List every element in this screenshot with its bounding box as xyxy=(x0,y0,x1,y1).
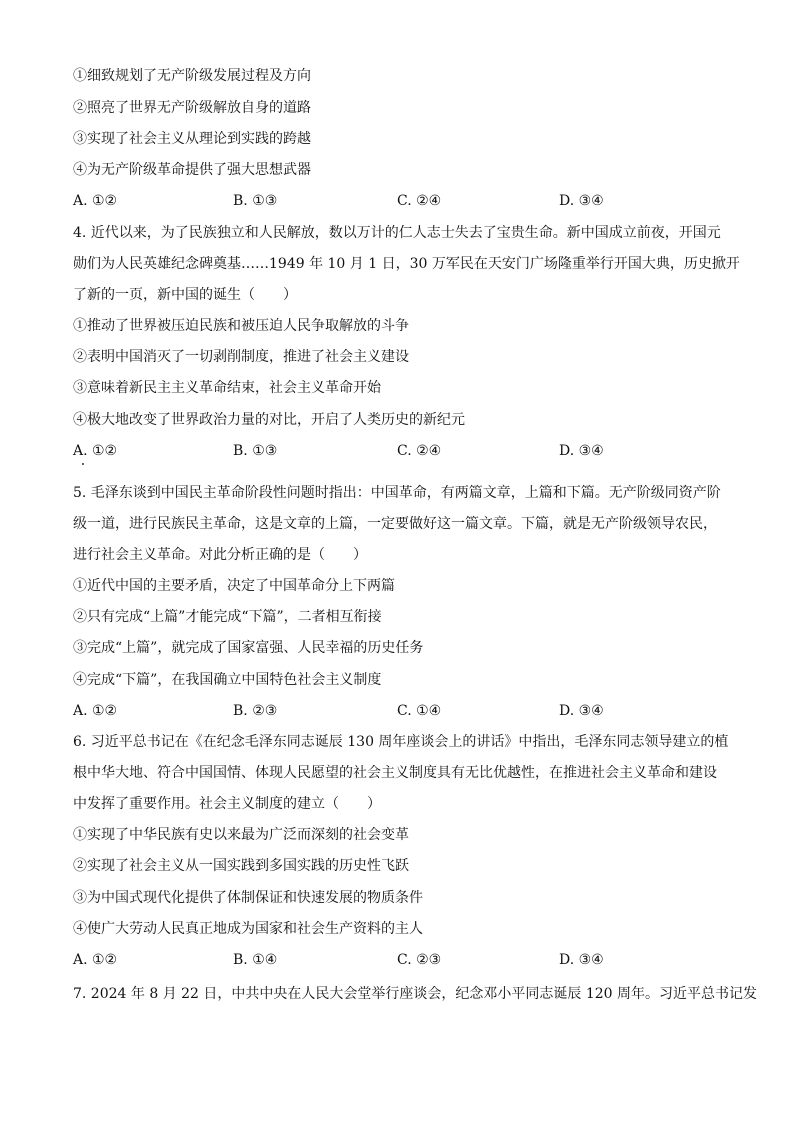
q5-choice-a: A. ①② xyxy=(73,703,118,719)
q5-choice-c: C. ①④ xyxy=(397,703,442,719)
q5-choice-d: D. ③④ xyxy=(559,703,604,719)
stray-dot-mark xyxy=(82,463,84,465)
q3-choice-a: A. ①② xyxy=(73,193,118,209)
q4-choice-d: D. ③④ xyxy=(559,443,604,459)
q3-choice-d: D. ③④ xyxy=(559,193,604,209)
q3-option-3: ③实现了社会主义从理论到实践的跨越 xyxy=(73,131,311,147)
q3-choice-c: C. ②④ xyxy=(397,193,442,209)
q4-option-4: ④极大地改变了世界政治力量的对比，开启了人类历史的新纪元 xyxy=(73,412,465,428)
q5-stem-line-3: 进行社会主义革命。对此分析正确的是（ ） xyxy=(73,547,367,563)
q6-stem-line-1: 6. 习近平总书记在《在纪念毛泽东同志诞辰 130 周年座谈会上的讲话》中指出，毛泽东同志领导建立的植 xyxy=(73,734,729,750)
q5-option-3: ③完成“上篇”，就完成了国家富强、人民幸福的历史任务 xyxy=(73,640,424,656)
q7-stem-line-1: 7. 2024 年 8 月 22 日，中共中央在人民大会堂举行座谈会，纪念邓小平同志诞辰 120 周年。习近平总书记发 xyxy=(73,986,758,1002)
q4-choice-c: C. ②④ xyxy=(397,443,442,459)
q6-stem-line-2: 根中华大地、符合中国国情、体现人民愿望的社会主义制度具有无比优越性，在推进社会主义革命和建设 xyxy=(73,765,717,781)
q5-choice-b: B. ②③ xyxy=(233,703,278,719)
q4-stem-line-3: 了新的一页，新中国的诞生（ ） xyxy=(73,287,297,303)
q4-choice-b: B. ①③ xyxy=(233,443,278,459)
q6-choice-b: B. ①④ xyxy=(233,952,278,968)
q5-choices xyxy=(73,702,733,720)
q6-option-3: ③为中国式现代化提供了体制保证和快速发展的物质条件 xyxy=(73,890,423,906)
q6-choice-c: C. ②③ xyxy=(397,952,442,968)
q6-option-1: ①实现了中华民族有史以来最为广泛而深刻的社会变革 xyxy=(73,827,409,843)
q3-option-4: ④为无产阶级革命提供了强大思想武器 xyxy=(73,162,311,178)
q4-stem-line-2: 勋们为人民英雄纪念碑奠基……1949 年 10 月 1 日，30 万军民在天安门广场隆重举行开国大典，历史掀开 xyxy=(73,256,740,272)
q3-choices xyxy=(73,192,733,210)
q5-option-2: ②只有完成“上篇”才能完成“下篇”，二者相互衔接 xyxy=(73,609,382,625)
q6-option-4: ④使广大劳动人民真正地成为国家和社会生产资料的主人 xyxy=(73,921,423,937)
q6-stem-line-3: 中发挥了重要作用。社会主义制度的建立（ ） xyxy=(73,796,381,812)
q4-choice-a: A. ①② xyxy=(73,443,118,459)
q4-choices xyxy=(73,442,733,460)
q3-option-1: ①细致规划了无产阶级发展过程及方向 xyxy=(73,68,311,84)
q6-choices xyxy=(73,951,733,969)
q5-stem-line-2: 级一道，进行民族民主革命，这是文章的上篇，一定要做好这一篇文章。下篇，就是无产阶级领导农民， xyxy=(73,516,717,532)
q4-option-1: ①推动了世界被压迫民族和被压迫人民争取解放的斗争 xyxy=(73,318,409,334)
q5-option-4: ④完成“下篇”，在我国确立中国特色社会主义制度 xyxy=(73,672,382,688)
q5-stem-line-1: 5. 毛泽东谈到中国民主革命阶段性问题时指出：中国革命，有两篇文章，上篇和下篇。无产阶级同资产阶 xyxy=(73,485,721,501)
q5-option-1: ①近代中国的主要矛盾，决定了中国革命分上下两篇 xyxy=(73,578,395,594)
q6-option-2: ②实现了社会主义从一国实践到多国实践的历史性飞跃 xyxy=(73,858,409,874)
q6-choice-a: A. ①② xyxy=(73,952,118,968)
q6-choice-d: D. ③④ xyxy=(559,952,604,968)
q4-option-2: ②表明中国消灭了一切剥削制度，推进了社会主义建设 xyxy=(73,349,409,365)
q4-stem-line-1: 4. 近代以来，为了民族独立和人民解放，数以万计的仁人志士失去了宝贵生命。新中国成立前夜，开国元 xyxy=(73,225,721,241)
q3-choice-b: B. ①③ xyxy=(233,193,278,209)
q3-option-2: ②照亮了世界无产阶级解放自身的道路 xyxy=(73,100,311,116)
q4-option-3: ③意味着新民主主义革命结束，社会主义革命开始 xyxy=(73,380,381,396)
